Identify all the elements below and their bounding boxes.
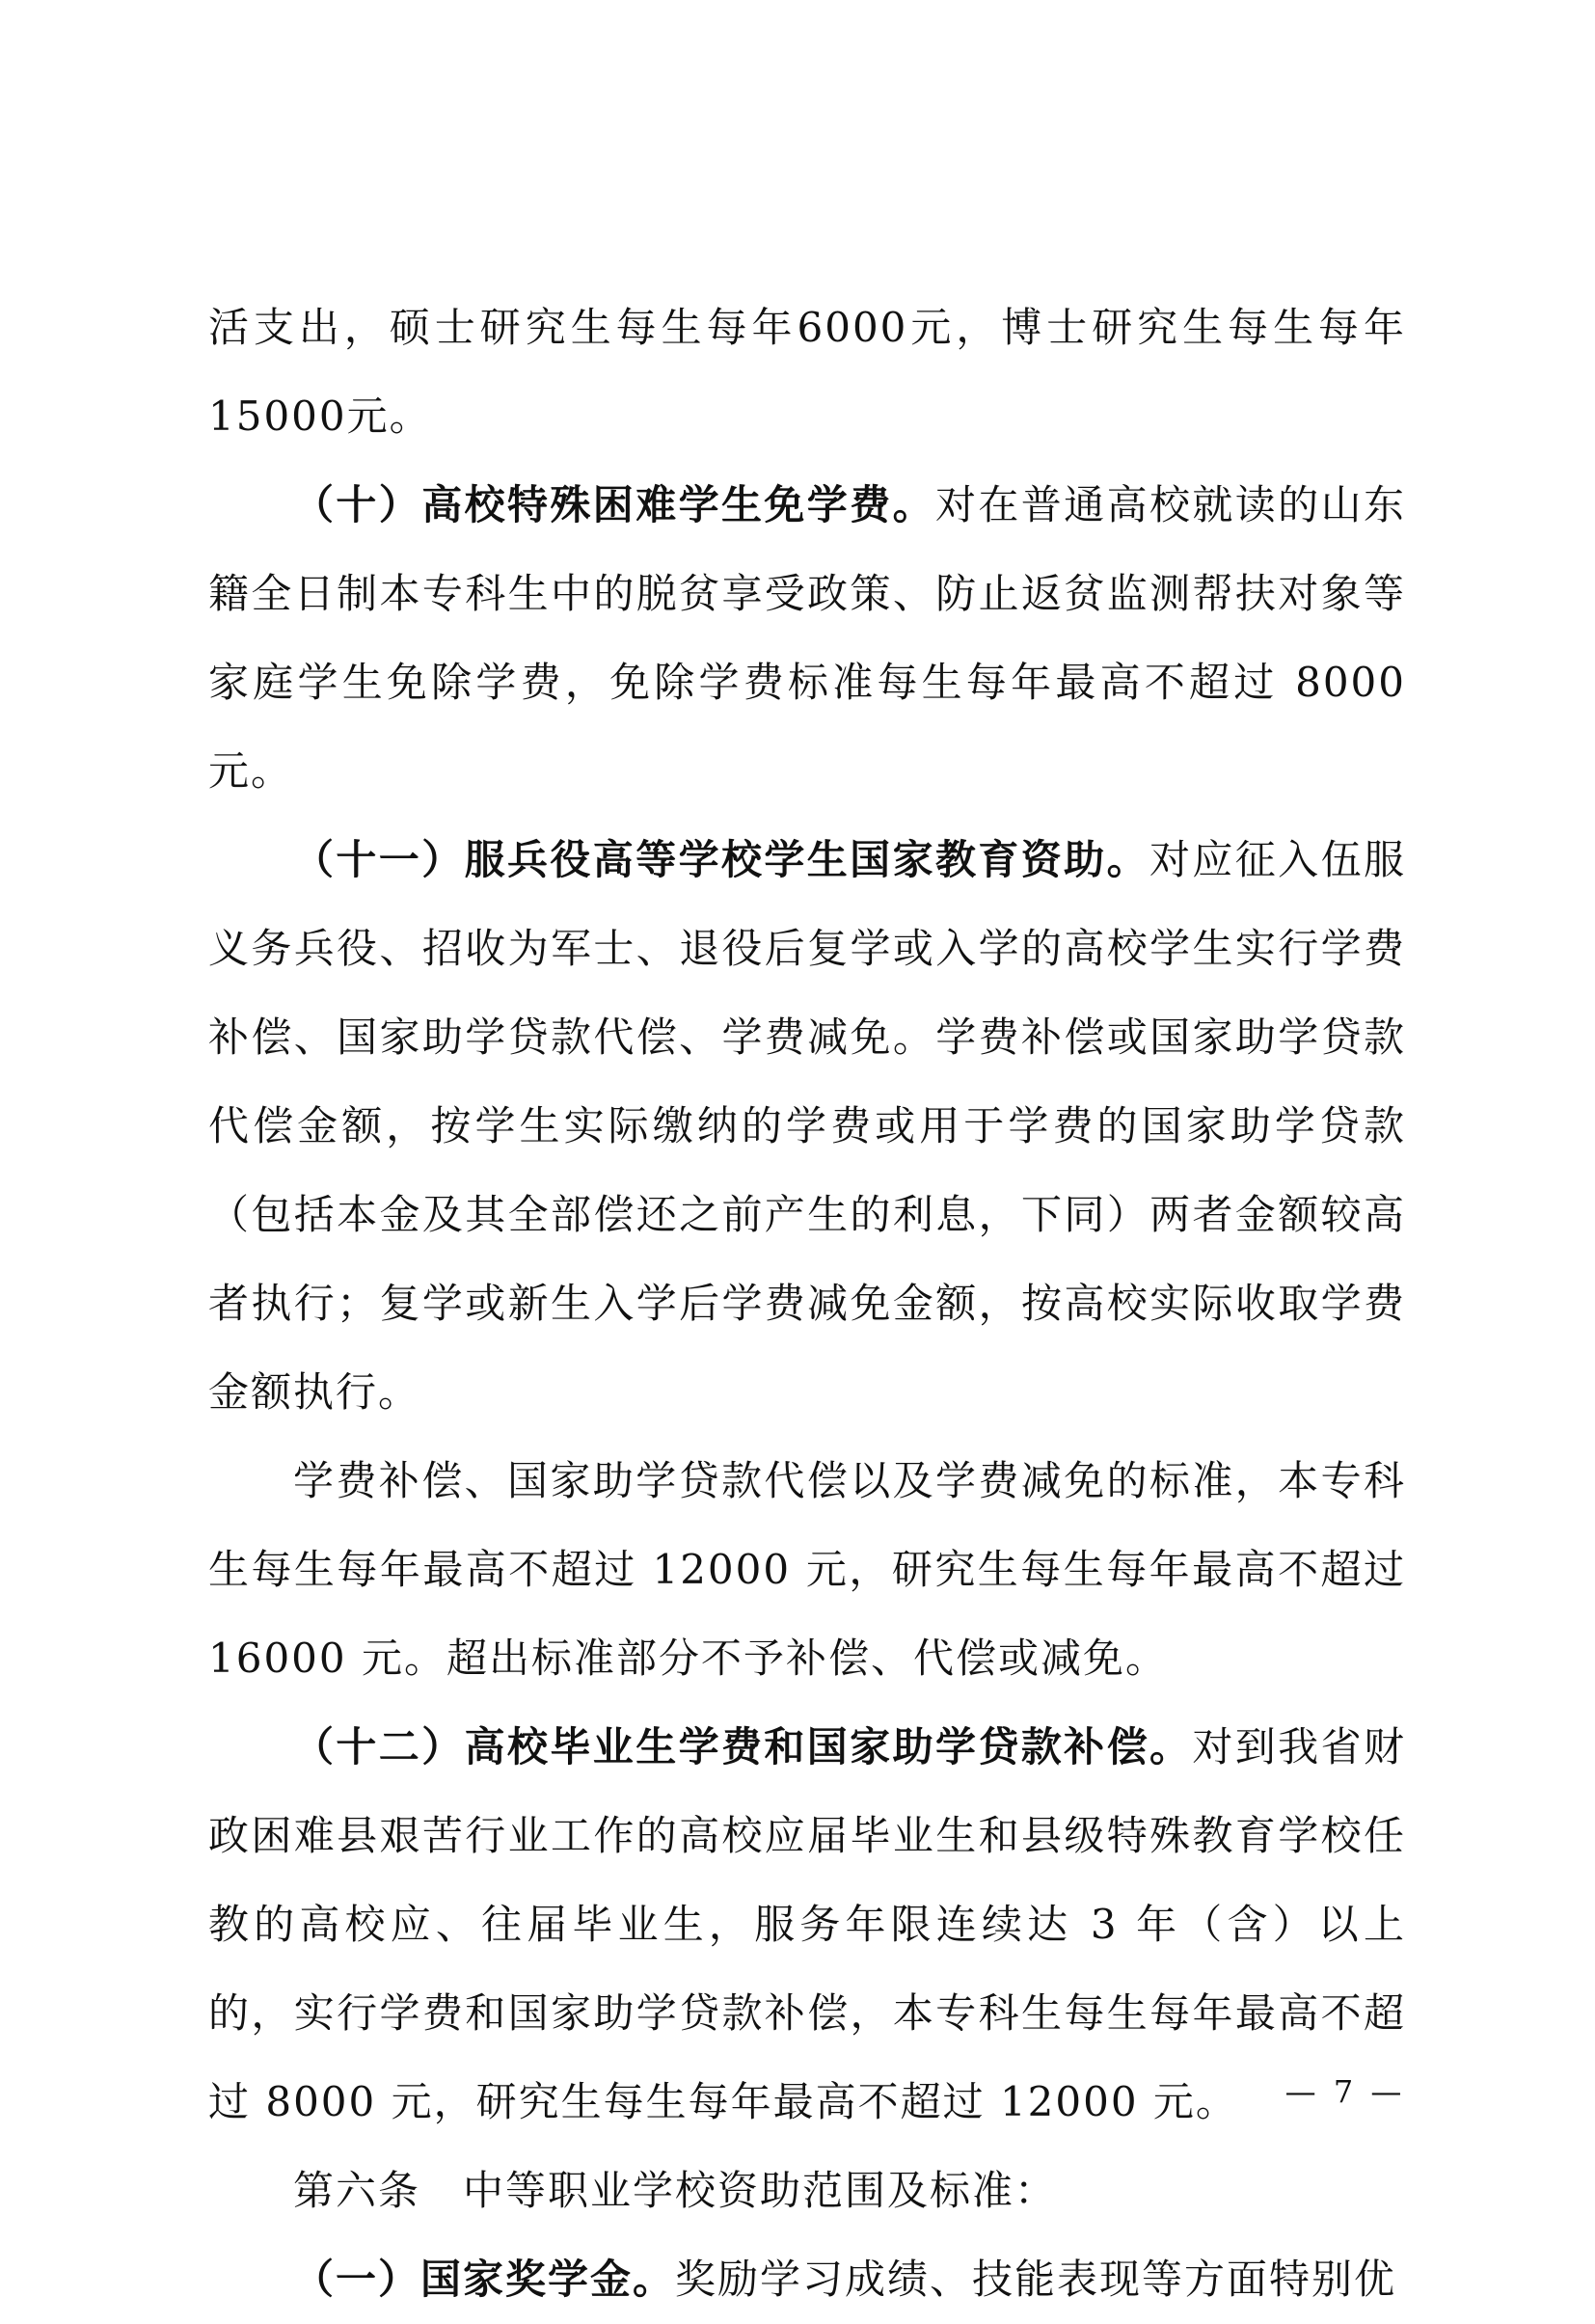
paragraph-text: 对到我省财政困难县艰苦行业工作的高校应届毕业生和县级特殊教育学校任教的高校应、往届毕业生，服务年限连续达 3 年（含）以上的，实行学费和国家助学贷款补偿，本专科生每生每年最高不超过 8000 元，研究生每生每年最高不超过 12000 元。 — [208, 1723, 1406, 2125]
paragraph-tuition-exemption — [208, 461, 1406, 816]
article-six-title — [208, 2147, 1406, 2235]
paragraph-text: 对在普通高校就读的山东籍全日制本专科生中的脱贫享受政策、防止返贫监测帮扶对象等家庭学生免除学费，免除学费标准每生每年最高不超过 8000 元。 — [208, 481, 1406, 795]
paragraph-national-scholarship — [208, 2235, 1406, 2324]
paragraph-text: 第六条 中等职业学校资助范围及标准： — [293, 2167, 1058, 2214]
paragraph-text: 学费补偿、国家助学贷款代偿以及学费减免的标准，本专科生每生每年最高不超过 12000 元，研究生每生每年最高不超过 16000 元。超出标准部分不予补偿、代偿或减免。 — [208, 1457, 1406, 1682]
paragraph-compensation-standard — [208, 1437, 1406, 1703]
paragraph-text: 活支出，硕士研究生每生每年6000元，博士研究生每生每年15000元。 — [208, 304, 1406, 440]
section-heading: （十）高校特殊困难学生免学费。 — [293, 481, 935, 528]
section-heading: （一）国家奖学金。 — [293, 2256, 676, 2303]
paragraph-military-service-aid — [208, 816, 1406, 1437]
section-heading: （十二）高校毕业生学费和国家助学贷款补偿。 — [293, 1723, 1193, 1770]
paragraph-text: 奖励学习成绩、技能表现等方面特别优 — [675, 2256, 1397, 2303]
paragraph-text: 对应征入伍服义务兵役、招收为军士、退役后复学或入学的高校学生实行学费补偿、国家助学贷款代偿、学费减免。学费补偿或国家助学贷款代偿金额，按学生实际缴纳的学费或用于学费的国家助学贷款（包括本金及其全部偿还之前产生的利息，下同）两者金额较高者执行；复学或新生入学后学费减免金额，按高校实际收取学费金额执行。 — [208, 836, 1406, 1416]
paragraph-continuation — [208, 284, 1406, 461]
paragraph-graduate-compensation — [208, 1703, 1406, 2147]
section-heading: （十一）服兵役高等学校学生国家教育资助。 — [293, 836, 1149, 883]
body-text — [208, 284, 1406, 2324]
page-number: — 7 — — [1284, 2073, 1406, 2110]
